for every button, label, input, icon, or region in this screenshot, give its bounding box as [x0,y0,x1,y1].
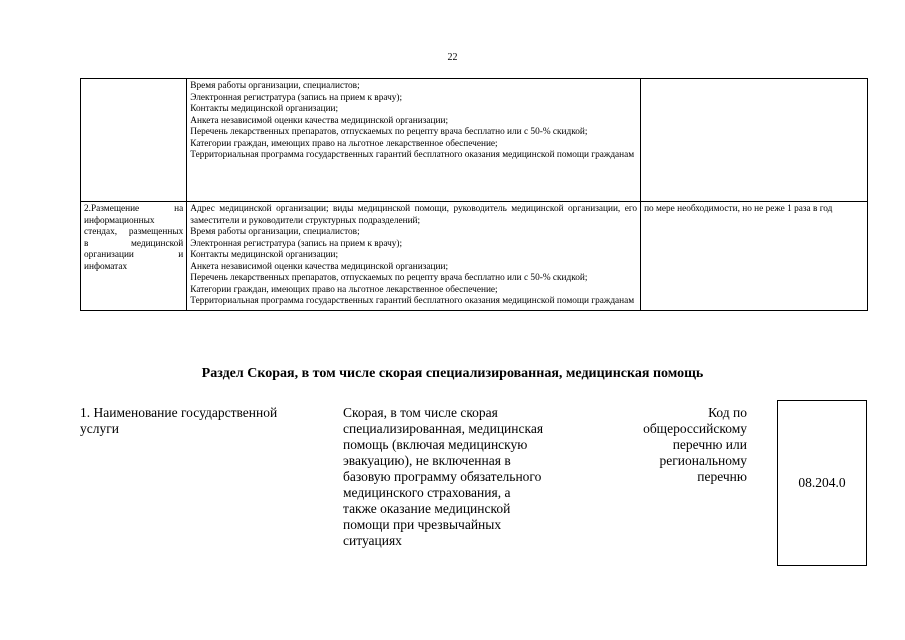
list-item: Категории граждан, имеющих право на льготное лекарственное обеспечение; [190,138,498,149]
description-line: также оказание медицинской [343,501,511,516]
row1-col2 [187,79,641,202]
description-line: специализированная, медицинская [343,421,544,436]
cell-line: информационных [84,215,155,226]
service-description [343,405,583,549]
list-item: Электронная регистратура (запись на прием к врачу); [190,238,403,249]
info-table [80,78,868,311]
code-label-line: региональному [659,453,747,468]
description-line: помощи при чрезвычайных [343,517,502,532]
list-item: Перечень лекарственных препаратов, отпускаемых по рецепту врача бесплатно или с 50-% скидкой; [190,273,588,283]
service-label [80,405,320,437]
service-label-line: 1. Наименование государственной [80,405,278,420]
row1-col1 [81,79,187,202]
table-row [81,202,868,311]
row2-col1 [81,202,187,311]
description-line: эвакуацию), не включенная в [343,453,511,468]
code-value: 08.204.0 [798,475,846,490]
list-item: Адрес медицинской организации; виды медицинской помощи, руководитель медицинской организации, его заместители и руководители структурных подразделений; [190,204,638,226]
list-item: Анкета независимой оценки качества медицинской организации; [190,261,449,272]
list-item: Категории граждан, имеющих право на льготное лекарственное обеспечение; [190,284,498,295]
service-label-line: услуги [80,421,119,436]
list-item: Перечень лекарственных препаратов, отпускаемых по рецепту врача бесплатно или с 50-% скидкой; [190,127,588,137]
section-title: Раздел Скорая, в том числе скорая специализированная, медицинская помощь [201,366,704,381]
description-line: ситуациях [343,533,402,548]
list-item: Электронная регистратура (запись на прием к врачу); [190,92,403,103]
cell-line: стендах, размещенных [84,227,184,237]
code-label-line: Код по [708,405,747,420]
list-item: Время работы организации, специалистов; [190,227,360,237]
list-item: Территориальная программа государственных гарантий бесплатного оказания медицинской помощи гражданам [190,296,635,306]
list-item: Анкета независимой оценки качества медицинской организации; [190,115,449,126]
cell-line: организации и [84,250,184,260]
code-box [777,400,867,566]
list-item: Территориальная программа государственных гарантий бесплатного оказания медицинской помощи гражданам [190,150,635,160]
code-label [600,405,747,485]
code-label-line: общероссийскому [643,421,747,436]
list-item: Время работы организации, специалистов; [190,81,360,91]
row2-col3: по мере необходимости, но не реже 1 раза в год [641,202,868,311]
page-number: 22 [447,52,458,63]
table-row [81,79,868,202]
cell-line: инфоматах [84,261,128,272]
description-line: медицинского страхования, а [343,485,511,500]
row2-col2 [187,202,641,311]
row1-col3 [641,79,868,202]
description-line: Скорая, в том числе скорая [343,405,498,420]
cell-line: в медицинской [84,238,184,249]
cell-line: 2.Размещение на [84,204,184,214]
description-line: базовую программу обязательного [343,469,542,484]
list-item: Контакты медицинской организации; [190,104,339,114]
list-item: Контакты медицинской организации; [190,250,339,260]
code-label-line: перечню или [672,437,747,452]
description-line: помощь (включая медицинскую [343,437,528,452]
code-label-line: перечню [697,469,747,484]
